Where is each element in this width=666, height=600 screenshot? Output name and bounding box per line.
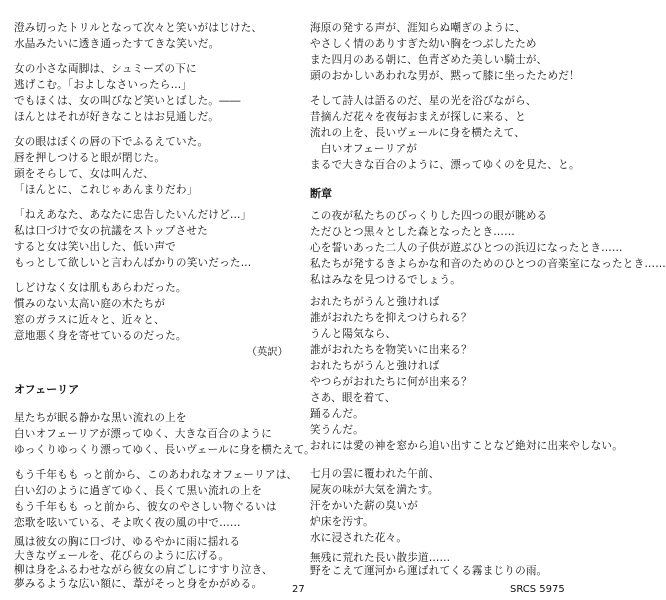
text-line: 頭のおかしいあわれな男が、黙って膝に坐ったためだ！ — [310, 70, 580, 82]
text-line: 「ほんとに、これじゃあんまりだわ」 — [14, 184, 198, 196]
text-line: もっとして欲しいと言わんばかりの笑いだった… — [14, 257, 252, 269]
text-line: 屍灰の味が大気を満たす。 — [310, 484, 439, 496]
text-line: 私は口づけで女の抗議をストップさせた — [14, 225, 208, 237]
text-line: でもほくは、女の叫びなど笑いとばした。―― — [14, 95, 241, 107]
text-line: 七月の雲に覆われた午前、 — [310, 468, 440, 480]
text-line: 恋歌を呟いている、そよ吹く夜の風の中で…… — [14, 517, 241, 529]
text-line: ゆっくりゆっくり漂ってゆく、長いヴェールに身を横たえて。 — [14, 444, 315, 456]
text-line: おれには愛の神を窓から追い出すことなど絶対に出来やしない。 — [310, 440, 624, 452]
text-line: 頭をそらして、女は叫んだ、 — [14, 168, 155, 180]
text-line: やつらがおれたちに何が出来る？ — [310, 376, 472, 388]
text-line: 星たちが眠る静かな黒い流れの上を — [14, 412, 187, 424]
text-line: 逃げこむ。「およしなさいったら…」 — [14, 79, 193, 91]
text-line: 心を誓いあった二人の子供が遊ぶひとつの浜辺になったとき…… — [310, 242, 623, 254]
text-line: 夢みるような広い額に、葦がそっと身をかがめる。 — [14, 578, 263, 590]
text-line: さあ、眼を着て、 — [310, 392, 396, 404]
text-line: ほんとはそれが好きなことはお見通しだ。 — [14, 111, 220, 123]
text-line: この夜が私たちのびっくりした四つの眼が眺める — [310, 210, 548, 222]
text-line: 白いオフェーリアが漂ってゆく、大きな百合のように — [14, 428, 272, 440]
text-line: 意地悪く身を寄せているのだった。 — [14, 330, 187, 342]
text-line: おれたちがうんと強ければ — [310, 296, 440, 308]
text-line: 誰がおれたちを物笑いに出来る？ — [310, 344, 472, 356]
text-line: 踊るんだ。 — [310, 408, 364, 420]
text-line: 「ねえあなた、あなたに忠告したいんだけど…」 — [14, 209, 252, 221]
text-line: 野をこえて運河から運ばれてくる霧まじりの雨。 — [310, 565, 548, 577]
text-line: 大きなヴェールを、花びらのように広げる。 — [14, 550, 230, 562]
text-line: もう千年もも っと前から、彼女のやさしい物ぐるいは — [14, 501, 277, 513]
text-line: ただひとつ黒々とした森となったとき…… — [310, 226, 515, 238]
text-line: 女の小さな両脚は、シュミーズの下に — [14, 63, 197, 75]
text-line: 唇を押しつけると眼が閉じた。 — [14, 152, 166, 164]
text-line: 海原の発する声が、涯知らぬ嘲ぎのように、 — [310, 22, 526, 34]
text-line: 澄み切ったトリルとなって次々と笑いがはじけた、 — [14, 22, 263, 34]
text-line: 私はみなを見つけるでしょう。 — [310, 274, 462, 286]
text-line: そして詩人は語るのだ、星の光を浴びながら、 — [310, 95, 537, 107]
page-number: 27 — [292, 584, 305, 595]
text-line: 柳は身をふるわせながら彼女の肩ごしにすすり泣き、 — [14, 564, 273, 576]
text-line: 水晶みたいに透き通ったすてきな笑いだ。 — [14, 38, 220, 50]
text-line: 風は彼女の胸に口づけ、ゆるやかに雨に揺れる — [14, 536, 241, 548]
text-line: 汗をかいた薪の臭いが — [310, 500, 418, 512]
text-line: 慣みのない太高い庭の木たちが — [14, 298, 166, 310]
text-line: 窓のガラスに近々と、近々と、 — [14, 314, 165, 326]
text-line: 水に浸された花々。 — [310, 532, 408, 544]
text-line: やさしく情のありすぎた幼い胸をつぶしたため — [310, 38, 537, 50]
text-line: また四月のある朝に、色青ざめた美しい騎士が、 — [310, 54, 548, 66]
text-line: すると女は笑い出した、低い声で — [14, 241, 176, 253]
text-line: おれたちがうんと強ければ — [310, 360, 440, 372]
text-line: 昔摘んだ花々を夜毎おまえが探しに来る、と — [310, 111, 526, 123]
text-line: 女の眼はぼくの唇の下でふるえていた。 — [14, 136, 209, 148]
text-line: 炉床を汚す。 — [310, 516, 374, 528]
text-line: もう千年もも っと前から、このあわれなオフェーリアは、 — [14, 469, 298, 481]
text-line: 無残に荒れた長い散歩道…… — [310, 552, 451, 564]
text-line: 私たちが発するきよらかな和音のためのひとつの音楽室になったとき…… — [310, 258, 666, 270]
text-line: 白いオフェーリアが — [310, 143, 418, 155]
translation-note: （英訳） — [246, 346, 288, 358]
text-line: 笑うんだ。 — [310, 424, 364, 436]
text-line: 白い幻のように過ぎてゆく、長くて黒い流れの上を — [14, 485, 263, 497]
text-line: 流れの上を、長いヴェールに身を横たえて、 — [310, 127, 526, 139]
text-line: 誰がおれたちを抑えつけられる？ — [310, 312, 472, 324]
text-line: まるで大きな百合のように、漂ってゆくのを見た、と。 — [310, 159, 580, 171]
section-heading-fragment: 断章 — [310, 187, 332, 200]
catalog-code: SRCS 5975 — [510, 584, 565, 595]
section-heading-ophelia: オフェーリア — [14, 383, 80, 396]
text-line: うんと陽気なら、 — [310, 328, 397, 340]
text-line: しどけなく女は肌もあらわだった。 — [14, 282, 187, 294]
